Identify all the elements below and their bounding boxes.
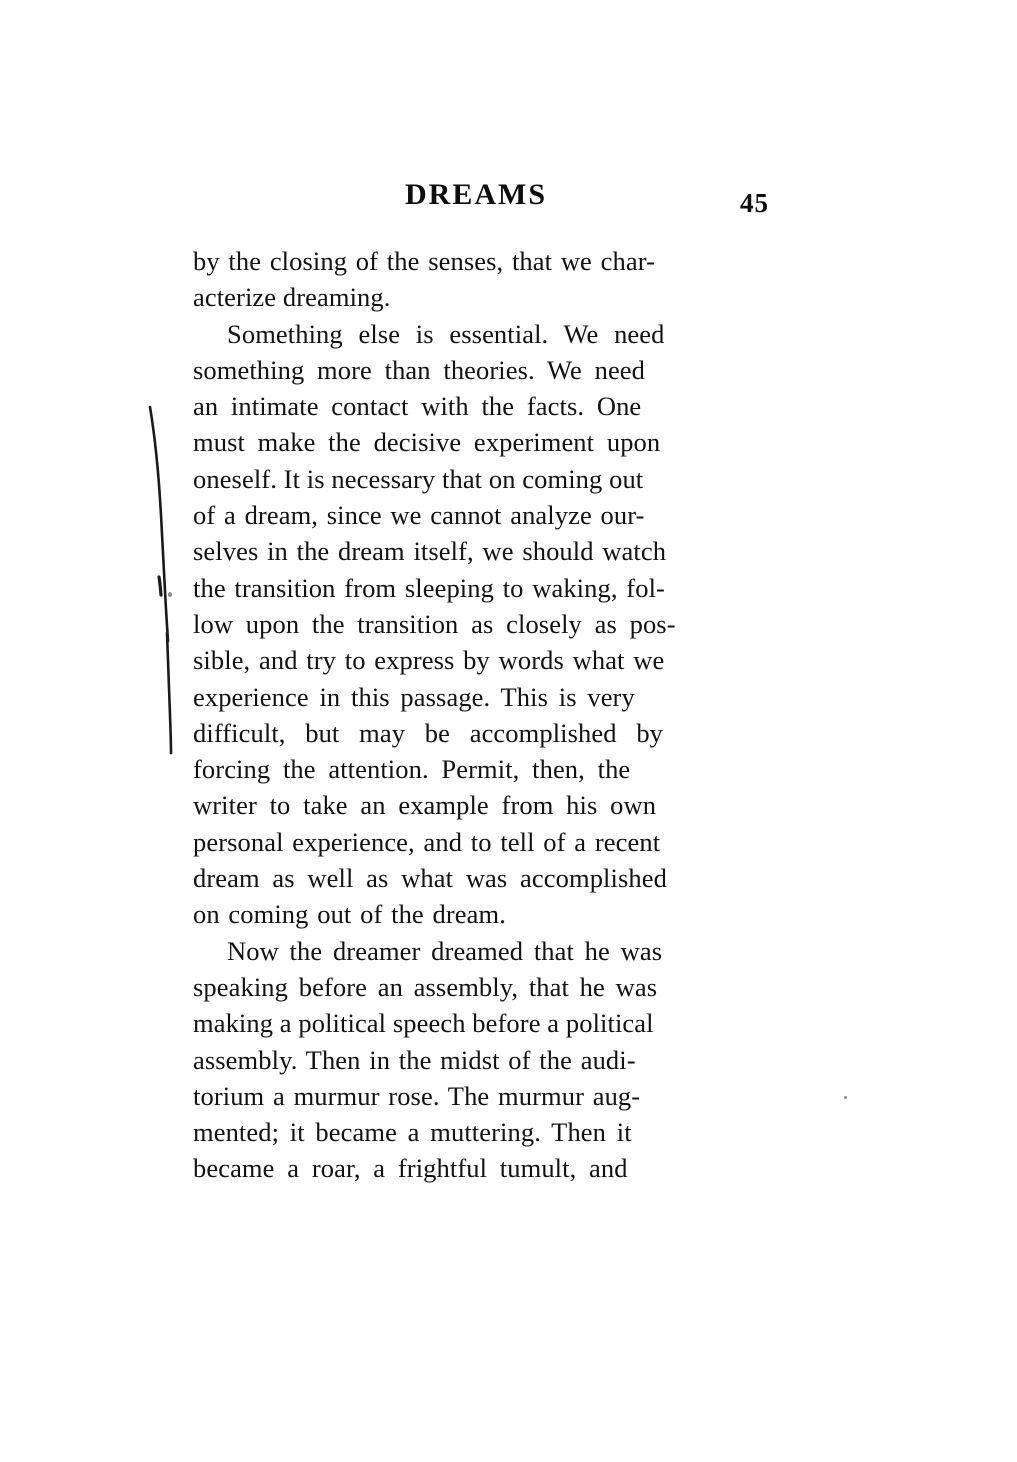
paragraph <box>193 243 779 316</box>
text-line: low upon the transition as closely as pos- <box>193 608 676 639</box>
text-line: must make the decisive experiment upon <box>193 427 661 458</box>
text-line-content: Now the dreamer dreamed that he was <box>227 935 663 966</box>
text-line: making a political speech before a political <box>193 1008 654 1039</box>
scan-speck <box>844 1096 847 1099</box>
text-line: acterize dreaming. <box>193 282 391 313</box>
text-line: mented; it became a muttering. Then it <box>193 1117 632 1148</box>
text-line: experience in this passage. This is very <box>193 681 635 712</box>
pen-stroke-icon <box>130 405 200 765</box>
text-line: became a roar, a frightful tumult, and <box>193 1153 628 1184</box>
text-line: personal experience, and to tell of a recent <box>193 826 661 857</box>
page-title: DREAMS <box>405 178 548 211</box>
text-line: of a dream, since we cannot analyze our- <box>193 500 645 531</box>
text-line: assembly. Then in the midst of the audi- <box>193 1044 636 1075</box>
text-line: oneself. It is necessary that on coming out <box>193 463 644 494</box>
text-line: torium a murmur rose. The murmur aug- <box>193 1080 641 1111</box>
text-line: sible, and try to express by words what we <box>193 645 665 676</box>
text-line <box>193 316 779 352</box>
text-line: by the closing of the senses, that we char- <box>193 246 656 276</box>
page-number: 45 <box>740 188 769 218</box>
body-text <box>193 243 779 1187</box>
text-line: forcing the attention. Permit, then, the <box>193 754 631 785</box>
text-line: the transition from sleeping to waking, fol- <box>193 572 665 603</box>
text-line: dream as well as what was accomplished <box>193 863 667 894</box>
text-line: something more than theories. We need <box>193 354 646 385</box>
text-line: difficult, but may be accomplished by <box>193 717 664 748</box>
text-line-content: Something else is essential. We need <box>227 318 665 349</box>
text-line: speaking before an assembly, that he was <box>193 971 658 1002</box>
text-line: on coming out of the dream. <box>193 899 506 930</box>
running-head <box>190 178 790 224</box>
scan-speck <box>168 592 172 597</box>
text-line: an intimate contact with the facts. One <box>193 391 642 422</box>
paragraph <box>193 316 779 933</box>
paragraph <box>193 933 779 1187</box>
text-line: selves in the dream itself, we should watch <box>193 536 667 567</box>
text-line: writer to take an example from his own <box>193 790 657 821</box>
margin-annotation-mark <box>130 405 200 765</box>
text-line <box>193 933 779 969</box>
